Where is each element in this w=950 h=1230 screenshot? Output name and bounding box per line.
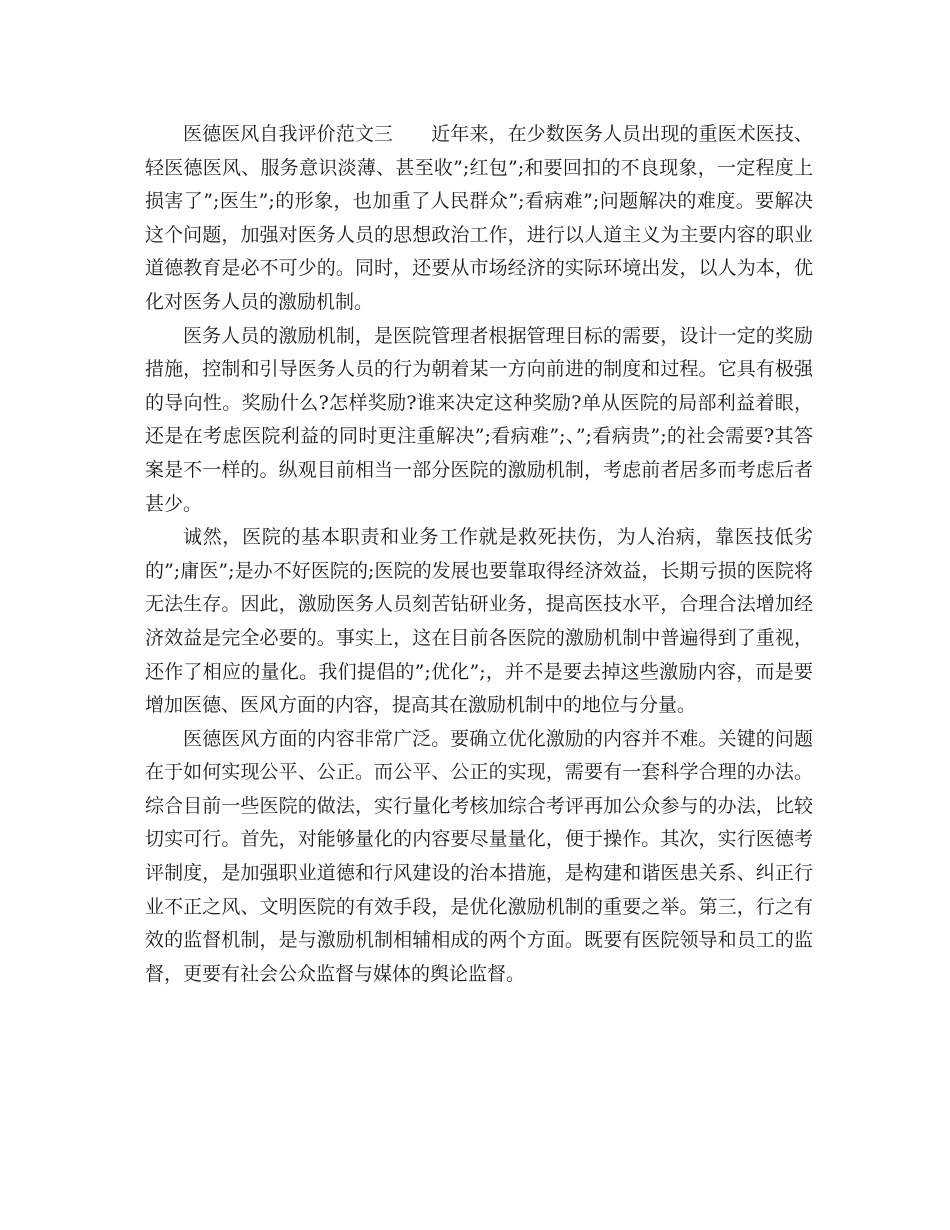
paragraph-4: 医德医风方面的内容非常广泛。要确立优化激励的内容并不难。关键的问题在于如何实现公平、公正。而公平、公正的实现，需要有一套科学合理的办法。综合目前一些医院的做法，实行量化考核加综合考评再加公众参与的办法，比较切实可行。首先，对能够量化的内容要尽量量化，便于操作。其次，实行医德考评制度，是加强职业道德和行风建设的治本措施，是构建和谐医患关系、纠正行业不正之风、文明医院的有效手段，是优化激励机制的重要之举。第三，行之有效的监督机制，是与激励机制相辅相成的两个方面。既要有医院领导和员工的监督，更要有社会公众监督与媒体的舆论监督。 [145, 727, 813, 985]
document-body [145, 118, 813, 991]
paragraph-1: 医德医风自我评价范文三 近年来，在少数医务人员出现的重医术医技、轻医德医风、服务意识淡薄、甚至收”;红包”;和要回扣的不良现象，一定程度上损害了”;医生”;的形象，也加重了人民群众”;看病难”;问题解决的难度。要解决这个问题，加强对医务人员的思想政治工作，进行以人道主义为主要内容的职业道德教育是必不可少的。同时，还要从市场经济的实际环境出发，以人为本，优化对医务人员的激励机制。 [145, 123, 813, 313]
paragraph-3: 诚然，医院的基本职责和业务工作就是救死扶伤，为人治病，靠医技低劣的”;庸医”;是办不好医院的;医院的发展也要靠取得经济效益，长期亏损的医院将无法生存。因此，激励医务人员刻苦钻研业务，提高医技水平，合理合法增加经济效益是完全必要的。事实上，这在目前各医院的激励机制中普遍得到了重视，还作了相应的量化。我们提倡的”;优化”;，并不是要去掉这些激励内容，而是要增加医德、医风方面的内容，提高其在激励机制中的地位与分量。 [145, 526, 813, 717]
paragraph-2: 医务人员的激励机制，是医院管理者根据管理目标的需要，设计一定的奖励措施，控制和引导医务人员的行为朝着某一方向前进的制度和过程。它具有极强的导向性。奖励什么?怎样奖励?谁来决定这种奖励?单从医院的局部利益着眼，还是在考虑医院利益的同时更注重解决”;看病难”;、”;看病贵”;的社会需要?其答案是不一样的。纵观目前相当一部分医院的激励机制，考虑前者居多而考虑后者甚少。 [145, 324, 813, 515]
